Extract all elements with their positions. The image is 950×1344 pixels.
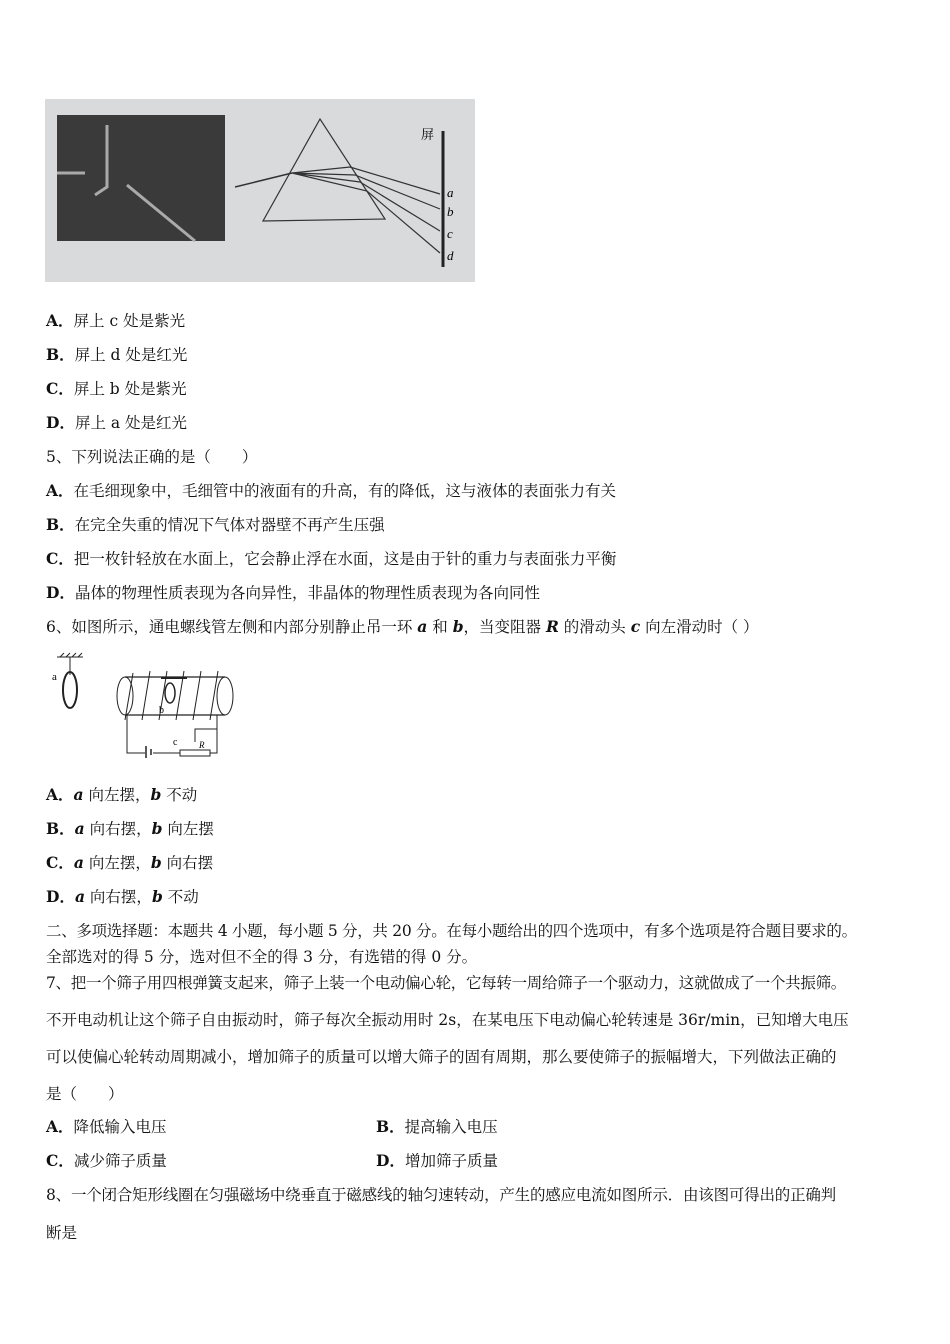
- q4-option-b: B．屏上 d 处是红光: [46, 345, 188, 364]
- prism-dispersion-figure: [45, 99, 475, 282]
- ring-b: [165, 683, 175, 703]
- section2-heading: 二、多项选择题：本题共 4 小题，每小题 5 分，共 20 分。在每小题给出的四个选项中，有多个选项是符合题目要求的。: [46, 922, 857, 940]
- solenoid-left-end: [117, 677, 133, 715]
- q6-option-c: C．a 向左摆，b 向右摆: [46, 853, 214, 872]
- ceiling-hatch-left: [57, 653, 83, 657]
- q6-option-b: B．a 向右摆，b 向左摆: [46, 819, 214, 838]
- section2-scoring: 全部选对的得 5 分，选对但不全的得 3 分，有选错的得 0 分。: [46, 948, 478, 966]
- point-label-b: b: [447, 204, 454, 219]
- q8-stem-line2: 断是: [46, 1224, 78, 1242]
- rheostat: [180, 750, 210, 756]
- q5-option-b: B．在完全失重的情况下气体对器壁不再产生压强: [46, 515, 385, 534]
- ring-b-label: b: [159, 705, 164, 716]
- point-label-a: a: [447, 185, 454, 200]
- q7-stem-line3: 可以使偏心轮转动周期减小，增加筛子的质量可以增大筛子的固有周期，那么要使筛子的振幅增大，下列做法正确的: [46, 1048, 837, 1066]
- q7-option-b: B．提高输入电压: [376, 1117, 498, 1136]
- q7-stem-line1: 7、把一个筛子用四根弹簧支起来，筛子上装一个电动偏心轮，它每转一周给筛子一个驱动力，这就做成了一个共振筛。: [46, 974, 846, 992]
- q6-option-d: D．a 向右摆，b 不动: [46, 887, 199, 906]
- q4-option-a: A．屏上 c 处是紫光: [46, 311, 186, 330]
- point-label-c: c: [447, 226, 453, 241]
- prism-photo: [57, 115, 225, 241]
- ring-a: [63, 672, 77, 708]
- solenoid-right-end: [217, 677, 233, 715]
- rheostat-r-label: R: [199, 740, 205, 750]
- q6-stem: 6、如图所示，通电螺线管左侧和内部分别静止吊一环 a 和 b，当变阻器 R 的滑动头 c 向左滑动时（ ）: [46, 617, 759, 636]
- q5-option-a: A．在毛细现象中，毛细管中的液面有的升高，有的降低，这与液体的表面张力有关: [46, 481, 617, 500]
- screen-label: 屏: [421, 127, 435, 142]
- q5-option-d: D．晶体的物理性质表现为各向异性，非晶体的物理性质表现为各向同性: [46, 583, 540, 602]
- q7-stem-line2: 不开电动机让这个筛子自由振动时，筛子每次全振动用时 2s，在某电压下电动偏心轮转速是 36r/min，已知增大电压: [46, 1011, 849, 1029]
- slider-c-label: c: [173, 737, 178, 748]
- battery-icon: [146, 746, 151, 758]
- q7-option-d: D．增加筛子质量: [376, 1151, 498, 1170]
- q4-option-d: D．屏上 a 处是红光: [46, 413, 188, 432]
- q4-option-c: C．屏上 b 处是紫光: [46, 379, 187, 398]
- solenoid-circuit-figure: [45, 645, 245, 760]
- q7-stem-line4: 是（ ）: [46, 1085, 124, 1103]
- q5-stem: 5、下列说法正确的是（ ）: [46, 448, 258, 466]
- ring-a-label: a: [52, 671, 57, 683]
- q8-stem-line1: 8、一个闭合矩形线圈在匀强磁场中绕垂直于磁感线的轴匀速转动，产生的感应电流如图所示．由该图可得出的正确判: [46, 1186, 836, 1204]
- q5-option-c: C．把一枚针轻放在水面上，它会静止浮在水面，这是由于针的重力与表面张力平衡: [46, 549, 617, 568]
- q6-option-a: A．a 向左摆，b 不动: [46, 785, 198, 804]
- q7-option-c: C．减少筛子质量: [46, 1151, 167, 1170]
- q7-option-a: A．降低输入电压: [46, 1117, 167, 1136]
- point-label-d: d: [447, 248, 454, 263]
